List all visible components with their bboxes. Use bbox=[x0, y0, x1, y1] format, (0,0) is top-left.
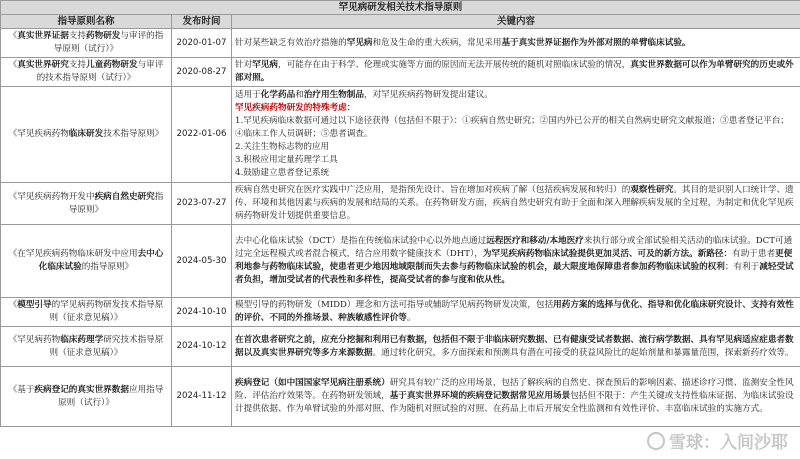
text-segment: ，可能存在由于科学、伦理或实施等方面的原因而无法开展传统的随机对照临床试验的情况， bbox=[278, 60, 631, 70]
text-segment: 应用指导原则（试行）》 bbox=[58, 384, 164, 408]
text-segment: 《罕见疾病药物 bbox=[8, 129, 69, 139]
content-line bbox=[235, 154, 797, 167]
key-content bbox=[232, 183, 800, 225]
text-segment: 疾病自然史研究在医疗实践中广泛应用，是指预先设计、旨在增加对疾病了解（包括疾病发展和转归）的 bbox=[235, 185, 631, 195]
publish-date: 2022-01-06 bbox=[172, 87, 232, 183]
text-segment: 1.罕见疾病临床数据可通过以下途径获得（包括但不限于）：①疾病自然史研究；②国内外已公开的相关自然病史研究文献报道；③患者登记平台；④临床工作人员调研；⑤患者调查。 bbox=[235, 116, 789, 139]
guideline-name bbox=[1, 29, 172, 58]
key-content bbox=[232, 87, 800, 183]
text-segment: 真实世界数据可以作为单臂研究的历史或外部对照。 bbox=[235, 60, 794, 83]
table-row bbox=[1, 298, 800, 327]
text-segment: 研究具有较广泛的应用场景，包括了解疾病的自然史、探查预后的影响因素、描述诊疗习惯、监测安全性风险、评估治疗效果等。在药物研发领域， bbox=[235, 378, 794, 401]
text-segment: 为罕见疾病药物临床试验提供更加灵活、可及的新方法。新路径： bbox=[482, 249, 733, 259]
guideline-name bbox=[1, 225, 172, 298]
content-line bbox=[235, 37, 797, 50]
text-segment: 在首次患者研究之前 bbox=[235, 334, 313, 345]
text-segment: 罕见病 bbox=[252, 60, 278, 70]
text-segment: 和危及生命的重大疾病，常见采用 bbox=[372, 37, 502, 48]
text-segment: 来执行部分或全部试验相关活动的临床试验。DCT可通过完全远程模式或者混合模式，结合应用数字健康技术（DHT）， bbox=[235, 236, 793, 259]
text-segment: 更便利地参与药物临床试验 bbox=[235, 249, 793, 272]
text-segment: 《基于 bbox=[8, 384, 35, 395]
table-row bbox=[1, 87, 800, 183]
guideline-name bbox=[1, 367, 172, 427]
text-segment: 技术指导原则》 bbox=[103, 129, 164, 139]
text-segment: 药物研发 bbox=[86, 31, 121, 41]
text-segment: 临床药理学 bbox=[60, 334, 104, 345]
guideline-name bbox=[1, 327, 172, 367]
text-segment: 远程医疗和移动/本地医疗 bbox=[486, 236, 584, 246]
table-row bbox=[1, 327, 800, 367]
content-line bbox=[235, 167, 797, 180]
watermark bbox=[647, 428, 788, 453]
table-title-row bbox=[1, 1, 800, 15]
publish-date: 2020-08-27 bbox=[172, 58, 232, 87]
text-segment: 的指导原则》 bbox=[81, 262, 134, 272]
header-date: 发布时间 bbox=[172, 15, 232, 29]
text-segment: 模型引导 bbox=[17, 300, 52, 310]
guideline-name bbox=[1, 183, 172, 225]
header-content: 关键内容 bbox=[232, 15, 800, 29]
header-row bbox=[1, 15, 800, 29]
publish-date: 2024-10-10 bbox=[172, 298, 232, 327]
table-row bbox=[1, 183, 800, 225]
text-segment: 包括但不限于：产生关键或支持性临床证据、为临床试验设计提供依据、作为单臂试验的外部对照、作为随机对照试验的对照、在药品上市后开展安全性监测和有效性评价、丰富临床试验的实施方式。 bbox=[235, 391, 794, 414]
text-segment: 基于真实世界环境的疾病登记数据常见应用场景 bbox=[389, 391, 571, 401]
text-segment: 治疗用生物制品 bbox=[303, 90, 364, 100]
text-segment: 去中心化临床试验（DCT）是指在传统临床试验中心以外地点通过 bbox=[235, 236, 487, 246]
header-name: 指导原则名称 bbox=[1, 15, 172, 29]
guideline-name bbox=[1, 58, 172, 87]
text-segment: 《罕见病药物 bbox=[8, 334, 61, 345]
key-content bbox=[232, 58, 800, 87]
watermark-text: 雪球：入间沙耶 bbox=[669, 433, 788, 453]
content-line bbox=[235, 377, 797, 416]
text-segment: 。其目的是识别人口统计学、遗传、环境和其他因素与疾病的发展和结局的关系。在药物研发方面，疾病自然史研究有助于全面和深入理解疾病发展的全过程，为制定和优化罕见疾病药物研发计划提供重要信息。 bbox=[235, 185, 794, 221]
content-line bbox=[235, 184, 797, 223]
text-segment: 减轻受试者负担，增加受试者的代表性和多样性，提高受试者的参与度和依从性。 bbox=[235, 262, 794, 285]
text-segment: 《 bbox=[8, 60, 18, 70]
text-segment: ，应充分挖掘和利用已有数据，包括但不限于非临床研究数据、已有健康受试者数据、流行病学数据、具有罕见病适应症患者数据以及真实世界研究等多方来源数据 bbox=[235, 334, 794, 358]
text-segment: 4.鼓励建立患者登记系统 bbox=[235, 168, 330, 178]
publish-date: 2024-11-12 bbox=[172, 367, 232, 427]
text-segment: 与审评的指导原则（试行）》 bbox=[53, 31, 164, 54]
text-segment: 真实世界证据 bbox=[17, 31, 69, 41]
table-row bbox=[1, 367, 800, 427]
text-segment: 疾病自然史研究 bbox=[94, 191, 155, 202]
text-segment: 真实世界研究 bbox=[17, 60, 69, 70]
text-segment: 指导原则》 bbox=[68, 191, 164, 215]
text-segment: 儿童药物研发 bbox=[86, 60, 138, 70]
text-segment: 观察性研究 bbox=[630, 185, 674, 195]
text-segment: 去中心化临床试验 bbox=[38, 249, 164, 272]
publish-date: 2023-07-27 bbox=[172, 183, 232, 225]
text-segment: 。通过转化研究，多方面探索和预测具有潜在可接受的获益风险比的起始剂量和暴露量范围，探索新药疗效等。 bbox=[372, 347, 794, 358]
text-segment: 支持 bbox=[68, 60, 86, 70]
text-segment: 适用于 bbox=[235, 90, 261, 100]
publish-date: 2024-10-12 bbox=[172, 327, 232, 367]
table-title: 罕见病研发相关技术指导原则 bbox=[1, 1, 800, 15]
text-segment: 用药方案的选择与优化、指导和优化临床研究设计、支持有效性的评价、不同的外推场景、种族敏感性评价等 bbox=[235, 300, 794, 323]
text-segment: 基于真实世界证据作为外部对照的单臂临床试验。 bbox=[501, 37, 691, 48]
content-line bbox=[235, 102, 797, 115]
text-segment: 模型引导的药物研发（MIDD）理念和方法可指导或辅助罕见病药物研发决策，包括 bbox=[235, 300, 554, 310]
text-segment: 罕见病 bbox=[346, 37, 373, 48]
key-content bbox=[232, 225, 800, 298]
table-body bbox=[1, 29, 800, 427]
key-content bbox=[232, 367, 800, 427]
text-segment: 有助于患者 bbox=[732, 249, 776, 259]
text-segment: 疾病登记的真实世界数据 bbox=[34, 384, 129, 395]
publish-date: 2020-01-07 bbox=[172, 29, 232, 58]
text-segment: 《罕见疾病药物开发中 bbox=[8, 191, 95, 202]
key-content bbox=[232, 298, 800, 327]
text-segment: 化学药品 bbox=[260, 90, 296, 100]
text-segment: 《在罕见疾病药物临床研发中应用 bbox=[8, 249, 138, 259]
content-line bbox=[235, 141, 797, 154]
text-segment: 临床研发 bbox=[68, 129, 104, 139]
guideline-name bbox=[1, 87, 172, 183]
text-segment: 和 bbox=[295, 90, 304, 100]
text-segment: ，使患者更少地因地域限制而失去参与药物临床试验的机会，最大限度地保障患者参加药物临床试验的权利 bbox=[320, 262, 725, 272]
text-segment: 的罕见病药物研发技术指导原则（征求意见稿）》 bbox=[49, 300, 164, 323]
guideline-name bbox=[1, 298, 172, 327]
text-segment: 与审评的技术指导原则（试行）》 bbox=[36, 60, 164, 83]
table-row bbox=[1, 29, 800, 58]
text-segment: 支持 bbox=[68, 31, 86, 41]
text-segment: 《 bbox=[8, 31, 18, 41]
key-content bbox=[232, 327, 800, 367]
content-line bbox=[235, 334, 797, 360]
text-segment: 疾病登记（如中国国家罕见病注册系统） bbox=[235, 378, 390, 388]
text-segment: ，对罕见疾病药物研发提出建议。 bbox=[363, 90, 493, 100]
content-line bbox=[235, 235, 797, 287]
text-segment: ；有利于 bbox=[724, 262, 760, 272]
text-segment: 针对 bbox=[235, 60, 253, 70]
publish-date: 2024-05-30 bbox=[172, 225, 232, 298]
key-content bbox=[232, 29, 800, 58]
table-row bbox=[1, 58, 800, 87]
content-line bbox=[235, 59, 797, 85]
text-segment: 《 bbox=[8, 300, 18, 310]
snowball-logo-icon bbox=[647, 432, 665, 450]
text-segment: 罕见疾病药物研发的特殊考虑： bbox=[235, 103, 356, 113]
content-line bbox=[235, 89, 797, 102]
content-line bbox=[235, 299, 797, 325]
text-segment: 针对某些缺乏有效治疗措施的 bbox=[235, 37, 347, 48]
text-segment: 。 bbox=[406, 313, 416, 323]
text-segment: 研究技术指导原则（征求意见稿）》 bbox=[49, 334, 164, 358]
table-row bbox=[1, 225, 800, 298]
text-segment: 2.关注生物标志物的应用 bbox=[235, 142, 330, 152]
text-segment: 3.积极应用定量药理学工具 bbox=[235, 155, 338, 165]
content-line bbox=[235, 115, 797, 141]
